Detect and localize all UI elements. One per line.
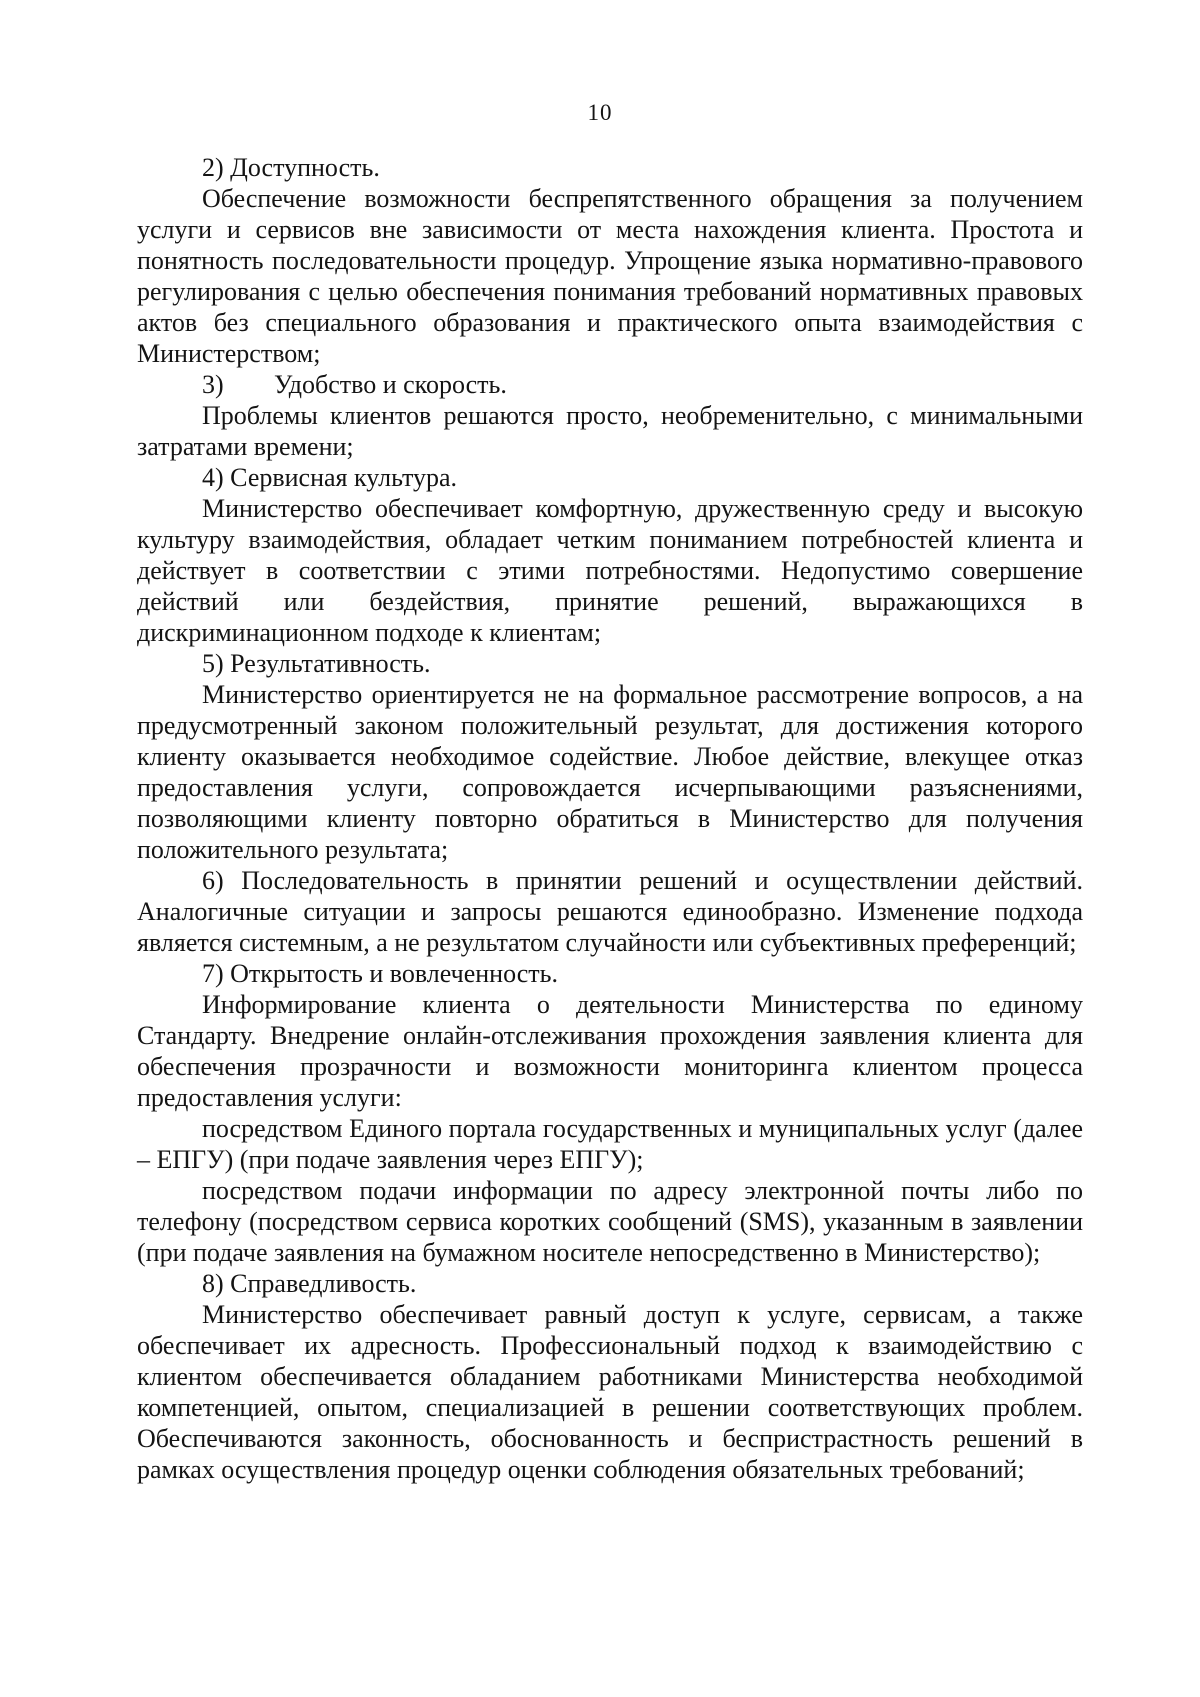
page-number: 10 — [587, 100, 613, 125]
section-7-body: Информирование клиента о деятельности Министерства по единому Стандарту. Внедрение онлайн-отслеживания прохождения заявления клиента для обеспечения прозрачности и возможности мониторинга клиентом процесса предоставления услуги: — [137, 990, 1083, 1112]
section-8-heading: 8) Справедливость. — [202, 1269, 417, 1298]
section-3-body: Проблемы клиентов решаются просто, необременительно, с минимальными затратами времени; — [137, 401, 1083, 461]
section-6-body: 6) Последовательность в принятии решений и осуществлении действий. Аналогичные ситуации и запросы решаются единообразно. Изменение подхода является системным, а не результатом случайности или субъективных преференций; — [137, 866, 1083, 957]
section-8-body: Министерство обеспечивает равный доступ к услуге, сервисам, а также обеспечивает их адресность. Профессиональный подход к взаимодействию с клиентом обеспечивается обладанием работниками Министерства необходимой компетенцией, опытом, специализацией в решении соответствующих проблем. Обеспечиваются законность, обоснованность и беспристрастность решений в рамках осуществления процедур оценки соблюдения обязательных требований; — [137, 1300, 1083, 1484]
document-body — [137, 152, 1083, 1485]
section-7-item-email-sms: посредством подачи информации по адресу электронной почты либо по телефону (посредством сервиса коротких сообщений (SMS), указанным в заявлении (при подаче заявления на бумажном носителе непосредственно в Министерство); — [137, 1176, 1083, 1267]
section-2-body: Обеспечение возможности беспрепятственного обращения за получением услуги и сервисов вне зависимости от места нахождения клиента. Простота и понятность последовательности процедур. Упрощение языка нормативно-правового регулирования с целью обеспечения понимания требований нормативных правовых актов без специального образования и практического опыта взаимодействия с Министерством; — [137, 184, 1083, 368]
section-5-heading: 5) Результативность. — [202, 649, 431, 678]
section-4-body: Министерство обеспечивает комфортную, дружественную среду и высокую культуру взаимодействия, обладает четким пониманием потребностей клиента и действует в соответствии с этими потребностями. Недопустимо совершение действий или бездействия, принятие решений, выражающихся в дискриминационном подходе к клиентам; — [137, 494, 1083, 647]
section-7-heading: 7) Открытость и вовлеченность. — [202, 959, 558, 988]
section-3-title: Удобство и скорость. — [274, 370, 507, 399]
section-7-item-portal: посредством Единого портала государственных и муниципальных услуг (далее – ЕПГУ) (при подаче заявления через ЕПГУ); — [137, 1114, 1083, 1174]
section-3-number: 3) — [202, 370, 224, 399]
section-4-heading: 4) Сервисная культура. — [202, 463, 458, 492]
section-2-heading: 2) Доступность. — [202, 153, 380, 182]
section-3-heading — [137, 369, 1083, 400]
section-5-body: Министерство ориентируется не на формальное рассмотрение вопросов, а на предусмотренный законом положительный результат, для достижения которого клиенту оказывается необходимое содействие. Любое действие, влекущее отказ предоставления услуги, сопровождается исчерпывающими разъяснениями, позволяющими клиенту повторно обратиться в Министерство для получения положительного результата; — [137, 680, 1083, 864]
